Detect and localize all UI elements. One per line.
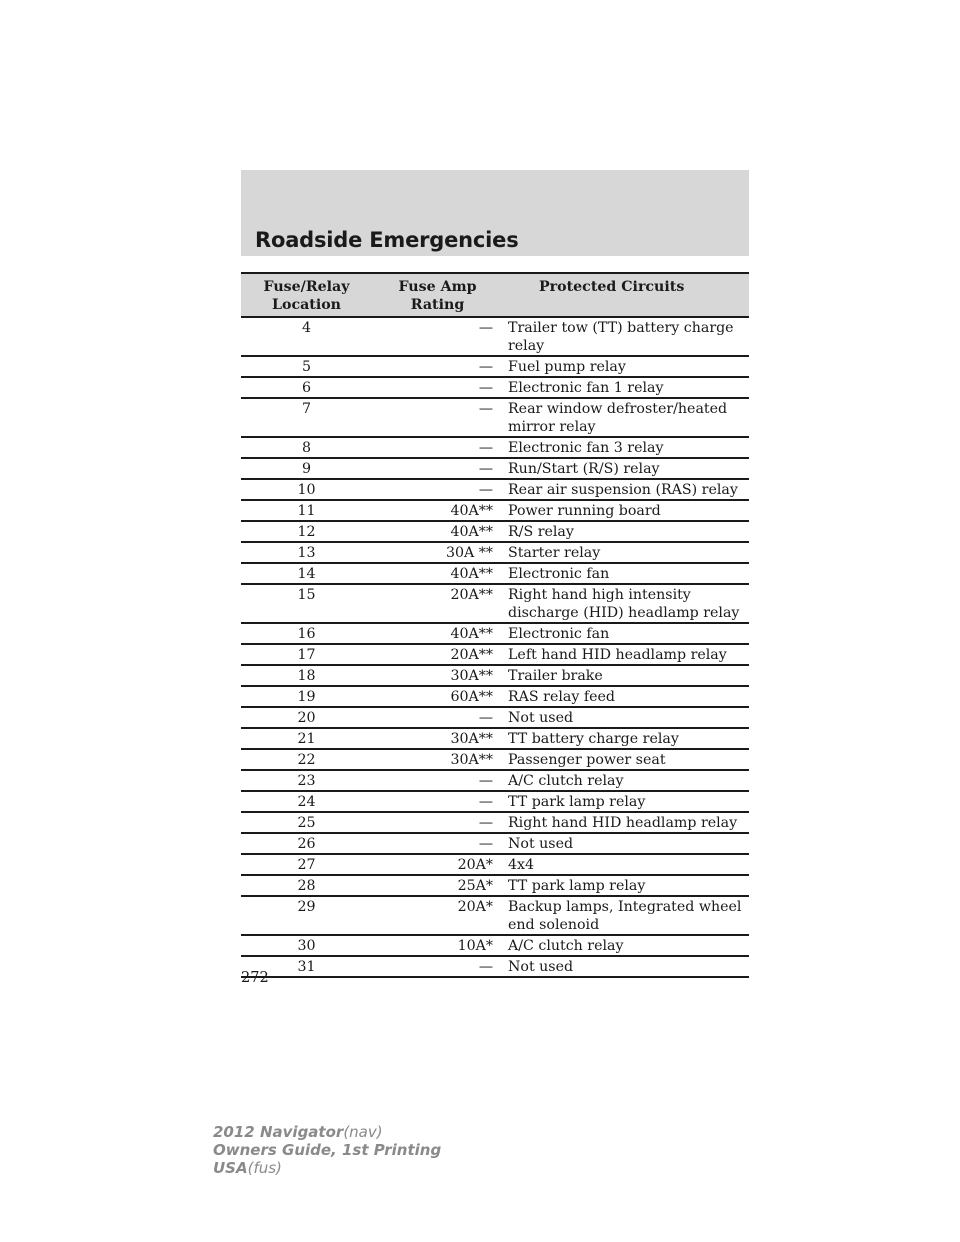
footer-market: USA <box>213 1159 248 1177</box>
cell-protected-circuit: Right hand HID headlamp relay <box>503 812 749 833</box>
table-row <box>241 521 749 542</box>
table-row <box>241 707 749 728</box>
page-number: 272 <box>241 970 269 986</box>
cell-location: 17 <box>241 644 372 665</box>
cell-protected-circuit: Not used <box>503 956 749 977</box>
table-row <box>241 854 749 875</box>
table-row <box>241 356 749 377</box>
table-row <box>241 644 749 665</box>
cell-location: 23 <box>241 770 372 791</box>
table-row <box>241 812 749 833</box>
cell-location: 22 <box>241 749 372 770</box>
cell-protected-circuit: Trailer tow (TT) battery charge relay <box>503 317 749 356</box>
cell-protected-circuit: Electronic fan 1 relay <box>503 377 749 398</box>
table-row <box>241 398 749 437</box>
cell-location: 13 <box>241 542 372 563</box>
footer-model-code: (nav) <box>343 1123 383 1141</box>
cell-location: 8 <box>241 437 372 458</box>
cell-amp-rating: 20A* <box>372 854 503 875</box>
table-row <box>241 563 749 584</box>
cell-amp-rating: 30A** <box>372 749 503 770</box>
cell-location: 14 <box>241 563 372 584</box>
fuse-relay-table <box>241 272 749 978</box>
footer-model: 2012 Navigator <box>213 1123 344 1141</box>
table-row <box>241 770 749 791</box>
cell-location: 6 <box>241 377 372 398</box>
cell-location: 29 <box>241 896 372 935</box>
cell-location: 20 <box>241 707 372 728</box>
cell-location: 9 <box>241 458 372 479</box>
cell-location: 25 <box>241 812 372 833</box>
cell-location: 26 <box>241 833 372 854</box>
cell-location: 31 <box>241 956 372 977</box>
table-row <box>241 665 749 686</box>
cell-protected-circuit: A/C clutch relay <box>503 935 749 956</box>
footer-line-2: Owners Guide, 1st Printing <box>213 1141 442 1159</box>
table-row <box>241 500 749 521</box>
cell-protected-circuit: Passenger power seat <box>503 749 749 770</box>
cell-amp-rating: 10A* <box>372 935 503 956</box>
cell-protected-circuit: Starter relay <box>503 542 749 563</box>
cell-protected-circuit: Electronic fan 3 relay <box>503 437 749 458</box>
table-row <box>241 749 749 770</box>
cell-location: 21 <box>241 728 372 749</box>
cell-location: 30 <box>241 935 372 956</box>
table-row <box>241 896 749 935</box>
table-row <box>241 317 749 356</box>
cell-location: 16 <box>241 623 372 644</box>
cell-amp-rating: — <box>372 458 503 479</box>
document-footer <box>213 1123 441 1177</box>
cell-protected-circuit: A/C clutch relay <box>503 770 749 791</box>
cell-amp-rating: 25A* <box>372 875 503 896</box>
table-row <box>241 458 749 479</box>
table-header-row <box>241 273 749 317</box>
cell-amp-rating: — <box>372 377 503 398</box>
cell-protected-circuit: Electronic fan <box>503 563 749 584</box>
cell-amp-rating: — <box>372 707 503 728</box>
cell-amp-rating: 30A** <box>372 665 503 686</box>
cell-location: 19 <box>241 686 372 707</box>
table-row <box>241 437 749 458</box>
cell-amp-rating: — <box>372 317 503 356</box>
cell-location: 7 <box>241 398 372 437</box>
cell-amp-rating: 40A** <box>372 500 503 521</box>
cell-protected-circuit: RAS relay feed <box>503 686 749 707</box>
table-row <box>241 833 749 854</box>
cell-protected-circuit: Backup lamps, Integrated wheel end solenoid <box>503 896 749 935</box>
table-row <box>241 584 749 623</box>
cell-location: 12 <box>241 521 372 542</box>
column-header-location: Fuse/Relay Location <box>241 273 372 317</box>
cell-protected-circuit: Trailer brake <box>503 665 749 686</box>
table-row <box>241 623 749 644</box>
cell-protected-circuit: Not used <box>503 707 749 728</box>
cell-amp-rating: — <box>372 833 503 854</box>
cell-location: 27 <box>241 854 372 875</box>
cell-protected-circuit: R/S relay <box>503 521 749 542</box>
cell-amp-rating: — <box>372 791 503 812</box>
footer-market-code: (fus) <box>247 1159 282 1177</box>
cell-amp-rating: 60A** <box>372 686 503 707</box>
cell-protected-circuit: Fuel pump relay <box>503 356 749 377</box>
table-row <box>241 377 749 398</box>
column-header-amp-rating: Fuse Amp Rating <box>372 273 503 317</box>
cell-protected-circuit: Power running board <box>503 500 749 521</box>
cell-amp-rating: — <box>372 812 503 833</box>
cell-protected-circuit: Rear window defroster/heated mirror relay <box>503 398 749 437</box>
cell-location: 24 <box>241 791 372 812</box>
cell-amp-rating: 40A** <box>372 563 503 584</box>
cell-location: 15 <box>241 584 372 623</box>
footer-line-3 <box>213 1159 441 1177</box>
cell-protected-circuit: TT park lamp relay <box>503 791 749 812</box>
table-row <box>241 935 749 956</box>
cell-protected-circuit: Rear air suspension (RAS) relay <box>503 479 749 500</box>
cell-protected-circuit: TT park lamp relay <box>503 875 749 896</box>
cell-amp-rating: 20A** <box>372 584 503 623</box>
cell-protected-circuit: TT battery charge relay <box>503 728 749 749</box>
table-row <box>241 686 749 707</box>
cell-amp-rating: 30A ** <box>372 542 503 563</box>
footer-line-1 <box>213 1123 441 1141</box>
cell-location: 18 <box>241 665 372 686</box>
cell-amp-rating: 40A** <box>372 521 503 542</box>
cell-protected-circuit: Right hand high intensity discharge (HID) headlamp relay <box>503 584 749 623</box>
cell-protected-circuit: Electronic fan <box>503 623 749 644</box>
table-row <box>241 542 749 563</box>
cell-amp-rating: — <box>372 479 503 500</box>
cell-amp-rating: 40A** <box>372 623 503 644</box>
table-row <box>241 791 749 812</box>
cell-amp-rating: — <box>372 356 503 377</box>
cell-protected-circuit: Not used <box>503 833 749 854</box>
table-row <box>241 728 749 749</box>
table-row <box>241 479 749 500</box>
cell-location: 28 <box>241 875 372 896</box>
table-row <box>241 956 749 977</box>
cell-amp-rating: 20A** <box>372 644 503 665</box>
column-header-protected-circuits: Protected Circuits <box>503 273 749 317</box>
section-header-band <box>241 170 749 256</box>
cell-location: 11 <box>241 500 372 521</box>
cell-amp-rating: 30A** <box>372 728 503 749</box>
section-title: Roadside Emergencies <box>255 228 519 252</box>
cell-amp-rating: — <box>372 398 503 437</box>
cell-protected-circuit: 4x4 <box>503 854 749 875</box>
cell-amp-rating: — <box>372 770 503 791</box>
cell-protected-circuit: Left hand HID headlamp relay <box>503 644 749 665</box>
table-row <box>241 875 749 896</box>
cell-amp-rating: — <box>372 437 503 458</box>
cell-location: 4 <box>241 317 372 356</box>
cell-amp-rating: 20A* <box>372 896 503 935</box>
cell-protected-circuit: Run/Start (R/S) relay <box>503 458 749 479</box>
cell-location: 10 <box>241 479 372 500</box>
cell-location: 5 <box>241 356 372 377</box>
cell-amp-rating: — <box>372 956 503 977</box>
